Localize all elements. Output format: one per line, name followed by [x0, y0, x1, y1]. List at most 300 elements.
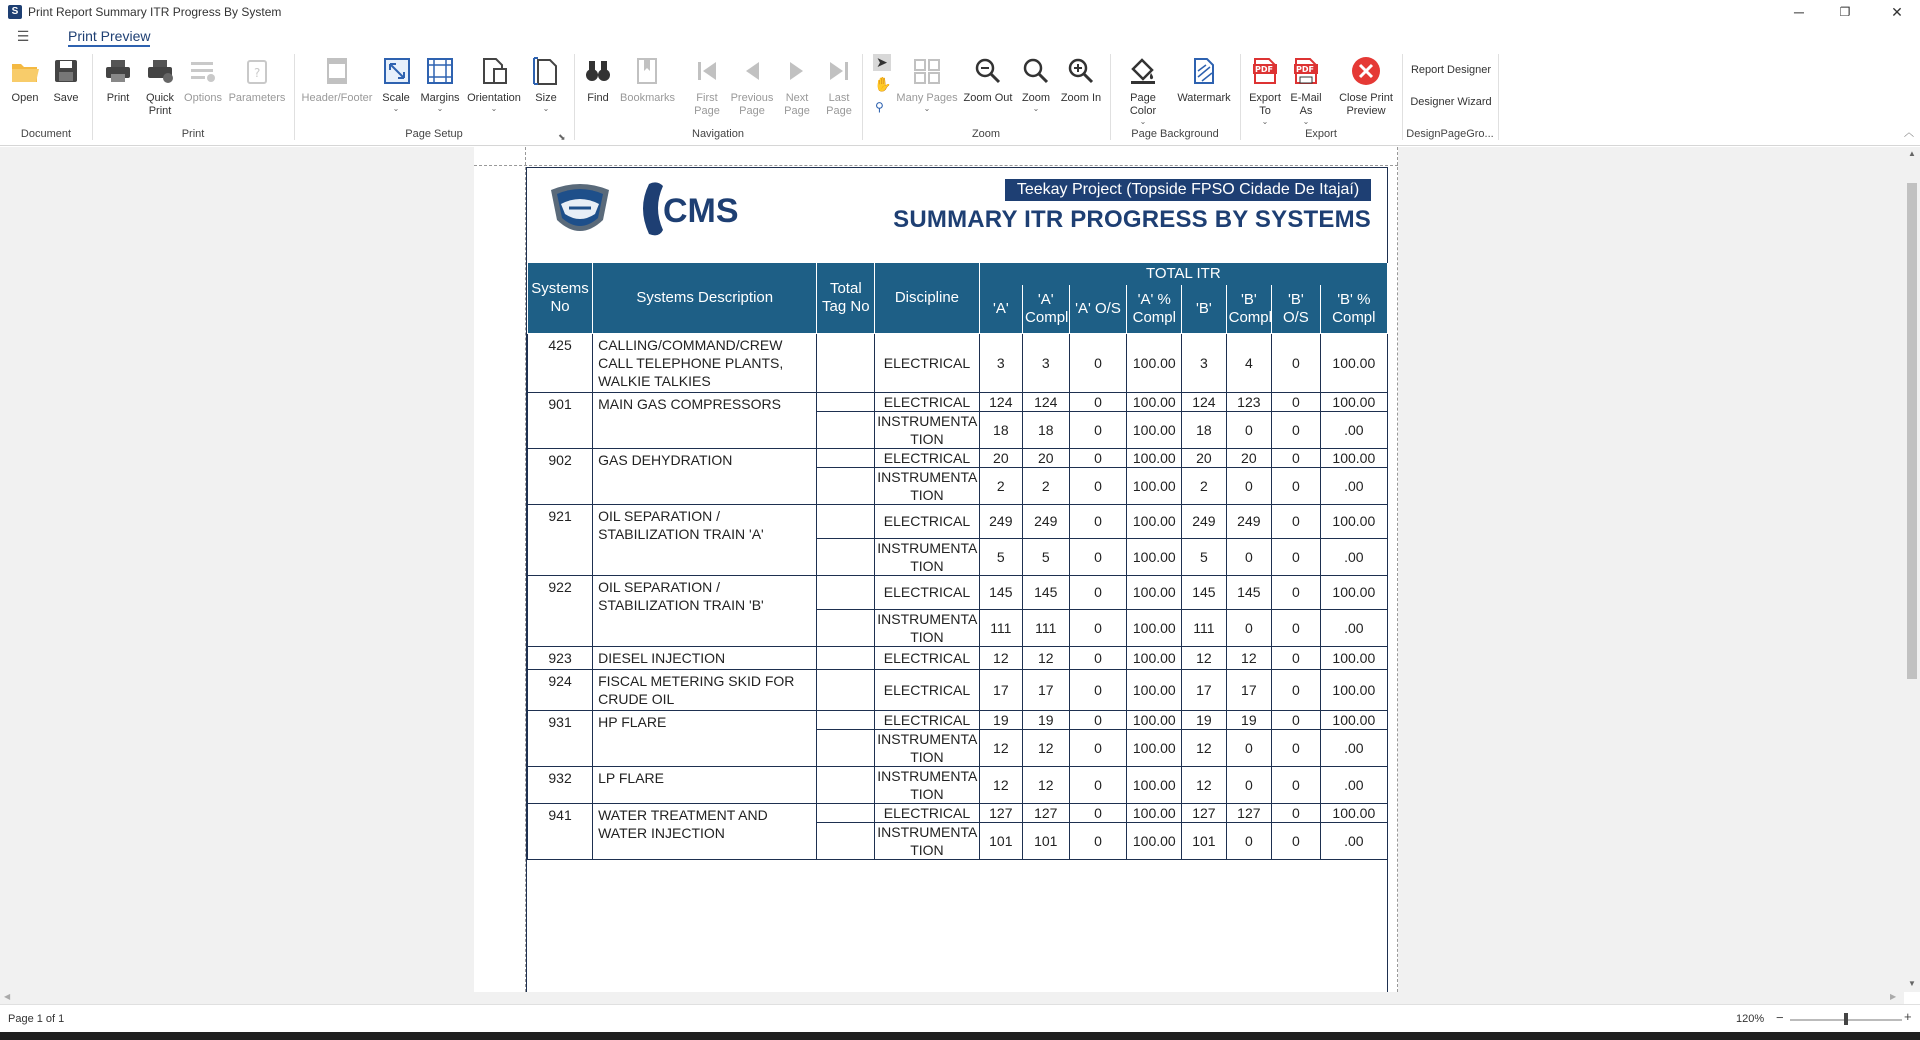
- a-compl-cell: 145: [1023, 575, 1070, 609]
- designer-wizard-button[interactable]: Designer Wizard: [1410, 96, 1492, 108]
- save-label: Save: [53, 92, 79, 104]
- a-compl-cell: 127: [1023, 803, 1070, 822]
- a-os-cell: 0: [1069, 609, 1127, 646]
- a-os-cell: 0: [1069, 669, 1127, 710]
- b-pct-cell: 100.00: [1320, 504, 1387, 538]
- table-row: [528, 646, 1388, 669]
- system-description-cell: FISCAL METERING SKID FOR CRUDE OIL: [593, 669, 817, 710]
- a-compl-cell: 2: [1023, 467, 1070, 504]
- tab-print-preview[interactable]: Print Preview: [68, 26, 150, 47]
- a-compl-cell: 101: [1023, 822, 1070, 859]
- system-no-cell: 922: [528, 575, 593, 646]
- system-description-cell: LP FLARE: [593, 766, 817, 803]
- floppy-disk-icon: [49, 54, 83, 88]
- discipline-cell: ELECTRICAL: [875, 504, 979, 538]
- b-compl-cell: 0: [1226, 822, 1271, 859]
- a-os-cell: 0: [1069, 467, 1127, 504]
- pdf-text: PDF: [1296, 65, 1314, 74]
- b-compl-cell: 20: [1226, 448, 1271, 467]
- a-compl-cell: 12: [1023, 646, 1070, 669]
- a-cell: 5: [979, 538, 1022, 575]
- pdf-text: PDF: [1255, 65, 1273, 74]
- scale-button[interactable]: [380, 54, 412, 113]
- b-compl-cell: 12: [1226, 646, 1271, 669]
- b-cell: 20: [1182, 448, 1226, 467]
- a-pct-cell: 100.00: [1127, 333, 1182, 392]
- total-tag-cell: [817, 646, 875, 669]
- next-page-button[interactable]: [780, 54, 814, 118]
- header-discipline: Discipline: [875, 263, 979, 333]
- b-pct-cell: 100.00: [1320, 575, 1387, 609]
- a-pct-cell: 100.00: [1127, 766, 1182, 803]
- b-os-cell: 0: [1272, 467, 1321, 504]
- b-pct-cell: .00: [1320, 467, 1387, 504]
- system-no-cell: 923: [528, 646, 593, 669]
- minimize-button[interactable]: ─: [1794, 4, 1804, 20]
- b-os-cell: 0: [1272, 392, 1321, 411]
- print-button[interactable]: [100, 54, 136, 105]
- scroll-up-icon[interactable]: ▲: [1908, 149, 1916, 158]
- last-page-button[interactable]: [822, 54, 856, 118]
- table-row: [528, 803, 1388, 822]
- a-os-cell: 0: [1069, 504, 1127, 538]
- system-description-cell: CALLING/COMMAND/CREW CALL TELEPHONE PLANTS, WALKIE TALKIES: [593, 333, 817, 392]
- zoom-plus-button[interactable]: +: [1904, 1009, 1912, 1024]
- b-compl-cell: 127: [1226, 803, 1271, 822]
- discipline-cell: ELECTRICAL: [875, 710, 979, 729]
- scroll-down-icon[interactable]: ▼: [1908, 979, 1916, 988]
- a-os-cell: 0: [1069, 392, 1127, 411]
- quick-print-label: Quick Print: [145, 92, 175, 117]
- bookmarks-button[interactable]: [620, 54, 674, 105]
- a-compl-cell: 20: [1023, 448, 1070, 467]
- a-compl-cell: 19: [1023, 710, 1070, 729]
- b-compl-cell: 17: [1226, 669, 1271, 710]
- b-os-cell: 0: [1272, 710, 1321, 729]
- b-pct-cell: .00: [1320, 766, 1387, 803]
- b-os-cell: 0: [1272, 504, 1321, 538]
- group-zoom-label: Zoom: [971, 128, 1001, 140]
- collapse-ribbon-icon[interactable]: ︿: [1904, 128, 1914, 139]
- b-cell: 101: [1182, 822, 1226, 859]
- group-page-background-label: Page Background: [1131, 128, 1219, 140]
- group-export-label: Export: [1305, 128, 1337, 140]
- total-tag-cell: [817, 333, 875, 392]
- scale-icon: [380, 54, 414, 88]
- b-pct-cell: .00: [1320, 729, 1387, 766]
- group-print-label: Print: [181, 128, 205, 140]
- magnifier-tool-icon[interactable]: ⚲: [875, 100, 884, 114]
- many-pages-button[interactable]: [896, 54, 958, 113]
- magnifier-icon: [1019, 54, 1053, 88]
- a-pct-cell: 100.00: [1127, 538, 1182, 575]
- total-tag-cell: [817, 411, 875, 448]
- ribbon: [0, 48, 1920, 146]
- close-print-preview-label: Close Print Preview: [1339, 92, 1393, 117]
- a-pct-cell: 100.00: [1127, 669, 1182, 710]
- discipline-cell: INSTRUMENTA TION: [875, 822, 979, 859]
- report-title: SUMMARY ITR PROGRESS BY SYSTEMS: [893, 206, 1371, 233]
- margins-icon: [423, 54, 457, 88]
- a-cell: 17: [979, 669, 1022, 710]
- system-description-cell: DIESEL INJECTION: [593, 646, 817, 669]
- b-pct-cell: .00: [1320, 822, 1387, 859]
- system-description-cell: OIL SEPARATION / STABILIZATION TRAIN 'A': [593, 504, 817, 575]
- close-window-button[interactable]: ✕: [1891, 4, 1903, 20]
- b-cell: 145: [1182, 575, 1226, 609]
- hand-tool-icon[interactable]: ✋: [874, 76, 892, 92]
- group-document-label: Document: [20, 128, 72, 140]
- discipline-cell: ELECTRICAL: [875, 646, 979, 669]
- save-button[interactable]: [48, 54, 84, 105]
- itr-summary-table: [527, 263, 1388, 860]
- b-cell: 124: [1182, 392, 1226, 411]
- taskbar: [0, 1032, 1920, 1040]
- a-pct-cell: 100.00: [1127, 575, 1182, 609]
- a-os-cell: 0: [1069, 538, 1127, 575]
- a-cell: 2: [979, 467, 1022, 504]
- options-icon: [186, 54, 220, 88]
- export-to-label: Export To: [1249, 92, 1281, 117]
- header-b-os: 'B' O/S: [1272, 285, 1321, 333]
- b-compl-cell: 0: [1226, 538, 1271, 575]
- quick-printer-icon: [143, 54, 177, 88]
- a-os-cell: 0: [1069, 575, 1127, 609]
- zoom-in-label: Zoom In: [1060, 92, 1102, 104]
- a-os-cell: 0: [1069, 729, 1127, 766]
- app-icon: S: [8, 5, 22, 19]
- system-no-cell: 425: [528, 333, 593, 392]
- discipline-cell: INSTRUMENTA TION: [875, 467, 979, 504]
- parameters-icon: [240, 54, 274, 88]
- a-compl-cell: 5: [1023, 538, 1070, 575]
- a-cell: 3: [979, 333, 1022, 392]
- header-a-pct-compl: 'A' % Compl: [1127, 285, 1182, 333]
- total-tag-cell: [817, 609, 875, 646]
- b-cell: 12: [1182, 646, 1226, 669]
- total-tag-cell: [817, 710, 875, 729]
- scale-label: Scale: [382, 92, 410, 104]
- b-cell: 127: [1182, 803, 1226, 822]
- zoom-in-button[interactable]: [1058, 54, 1104, 105]
- b-pct-cell: 100.00: [1320, 669, 1387, 710]
- find-button[interactable]: [580, 54, 616, 105]
- page-color-button[interactable]: [1116, 54, 1170, 126]
- table-row: [528, 392, 1388, 411]
- discipline-cell: INSTRUMENTA TION: [875, 411, 979, 448]
- system-no-cell: 924: [528, 669, 593, 710]
- a-os-cell: 0: [1069, 448, 1127, 467]
- open-label: Open: [11, 92, 39, 104]
- b-os-cell: 0: [1272, 669, 1321, 710]
- find-label: Find: [587, 92, 609, 104]
- b-compl-cell: 249: [1226, 504, 1271, 538]
- b-os-cell: 0: [1272, 609, 1321, 646]
- page-color-label: Page Color: [1129, 92, 1157, 117]
- system-description-cell: WATER TREATMENT AND WATER INJECTION: [593, 803, 817, 859]
- discipline-cell: INSTRUMENTA TION: [875, 766, 979, 803]
- zoom-level[interactable]: 120%: [1736, 1013, 1765, 1025]
- b-cell: 249: [1182, 504, 1226, 538]
- b-pct-cell: 100.00: [1320, 803, 1387, 822]
- a-os-cell: 0: [1069, 803, 1127, 822]
- total-tag-cell: [817, 822, 875, 859]
- paint-bucket-icon: [1126, 54, 1160, 88]
- system-no-cell: 901: [528, 392, 593, 448]
- previous-page-button[interactable]: [728, 54, 776, 118]
- a-cell: 20: [979, 448, 1022, 467]
- table-row: [528, 575, 1388, 609]
- a-cell: 12: [979, 766, 1022, 803]
- discipline-cell: ELECTRICAL: [875, 448, 979, 467]
- close-print-preview-button[interactable]: [1336, 54, 1396, 118]
- pointer-tool-icon[interactable]: ➤: [873, 54, 891, 71]
- total-tag-cell: [817, 729, 875, 766]
- many-pages-icon: [910, 54, 944, 88]
- b-pct-cell: .00: [1320, 538, 1387, 575]
- a-cell: 19: [979, 710, 1022, 729]
- a-cell: 127: [979, 803, 1022, 822]
- zoom-minus-button[interactable]: −: [1776, 1010, 1784, 1025]
- b-os-cell: 0: [1272, 538, 1321, 575]
- page-indicator: Page 1 of 1: [8, 1013, 65, 1025]
- total-tag-cell: [817, 448, 875, 467]
- table-row: [528, 766, 1388, 803]
- cms-logo: [635, 178, 739, 240]
- printer-icon: [101, 54, 135, 88]
- b-compl-cell: 0: [1226, 411, 1271, 448]
- vertical-scrollbar[interactable]: [1904, 147, 1920, 992]
- b-cell: 2: [1182, 467, 1226, 504]
- discipline-cell: INSTRUMENTA TION: [875, 729, 979, 766]
- header-total-itr: TOTAL ITR: [979, 263, 1387, 285]
- email-as-label: E-Mail As: [1290, 92, 1322, 117]
- header-systems-no: Systems No: [528, 263, 593, 333]
- discipline-cell: ELECTRICAL: [875, 333, 979, 392]
- parameters-label: Parameters: [228, 92, 286, 104]
- b-os-cell: 0: [1272, 411, 1321, 448]
- b-os-cell: 0: [1272, 646, 1321, 669]
- total-tag-cell: [817, 669, 875, 710]
- table-row: [528, 710, 1388, 729]
- table-row: [528, 669, 1388, 710]
- horizontal-scrollbar[interactable]: [0, 992, 1904, 1004]
- first-page-button[interactable]: [690, 54, 724, 118]
- scroll-right-icon[interactable]: ▶: [1890, 992, 1897, 1001]
- orientation-icon: [477, 54, 511, 88]
- quick-print-button[interactable]: [140, 54, 180, 118]
- status-bar: [0, 1004, 1920, 1032]
- a-cell: 101: [979, 822, 1022, 859]
- b-compl-cell: 123: [1226, 392, 1271, 411]
- orientation-button[interactable]: [466, 54, 522, 113]
- zoom-button[interactable]: [1018, 54, 1054, 113]
- margins-button[interactable]: [418, 54, 462, 113]
- discipline-cell: ELECTRICAL: [875, 392, 979, 411]
- total-tag-cell: [817, 392, 875, 411]
- watermark-label: Watermark: [1177, 92, 1231, 104]
- a-compl-cell: 3: [1023, 333, 1070, 392]
- a-os-cell: 0: [1069, 646, 1127, 669]
- a-cell: 124: [979, 392, 1022, 411]
- a-pct-cell: 100.00: [1127, 392, 1182, 411]
- chevron-down-icon: ⌄: [923, 104, 931, 113]
- b-pct-cell: 100.00: [1320, 646, 1387, 669]
- chevron-down-icon: ⌄: [1302, 117, 1310, 126]
- b-cell: 19: [1182, 710, 1226, 729]
- b-pct-cell: .00: [1320, 609, 1387, 646]
- a-os-cell: 0: [1069, 822, 1127, 859]
- chevron-down-icon: ⌄: [436, 104, 444, 113]
- shield-logo-icon: [543, 180, 617, 240]
- title-bar: [0, 0, 1920, 24]
- discipline-cell: ELECTRICAL: [875, 669, 979, 710]
- discipline-cell: ELECTRICAL: [875, 803, 979, 822]
- a-pct-cell: 100.00: [1127, 729, 1182, 766]
- pdf-export-icon: [1248, 54, 1282, 88]
- open-button[interactable]: [8, 54, 42, 105]
- chevron-down-icon: ⌄: [490, 104, 498, 113]
- window-title: Print Report Summary ITR Progress By System: [28, 5, 282, 19]
- b-cell: 17: [1182, 669, 1226, 710]
- zoom-out-label: Zoom Out: [963, 92, 1013, 104]
- system-no-cell: 931: [528, 710, 593, 766]
- a-os-cell: 0: [1069, 333, 1127, 392]
- report-designer-button[interactable]: Report Designer: [1410, 64, 1492, 76]
- a-pct-cell: 100.00: [1127, 609, 1182, 646]
- a-compl-cell: 12: [1023, 766, 1070, 803]
- a-compl-cell: 124: [1023, 392, 1070, 411]
- email-as-button[interactable]: [1288, 54, 1324, 126]
- last-page-icon: [822, 54, 856, 88]
- header-a-compl: 'A' Compl: [1023, 285, 1070, 333]
- bookmarks-label: Bookmarks: [620, 92, 676, 104]
- project-name: Teekay Project (Topside FPSO Cidade De Itajaí): [1005, 179, 1371, 201]
- a-cell: 18: [979, 411, 1022, 448]
- header-footer-icon: [320, 54, 354, 88]
- chevron-down-icon: ⌄: [542, 104, 550, 113]
- a-cell: 145: [979, 575, 1022, 609]
- b-pct-cell: 100.00: [1320, 448, 1387, 467]
- chevron-down-icon: ⌄: [1139, 117, 1147, 126]
- a-cell: 249: [979, 504, 1022, 538]
- parameters-button[interactable]: [226, 54, 288, 105]
- zoom-slider-thumb[interactable]: [1844, 1013, 1848, 1025]
- a-os-cell: 0: [1069, 411, 1127, 448]
- b-cell: 12: [1182, 766, 1226, 803]
- restore-button[interactable]: ❐: [1839, 5, 1851, 19]
- size-button[interactable]: [528, 54, 564, 113]
- zoom-out-button[interactable]: [962, 54, 1014, 105]
- b-compl-cell: 19: [1226, 710, 1271, 729]
- header-footer-button[interactable]: [300, 54, 374, 105]
- b-compl-cell: 4: [1226, 333, 1271, 392]
- margins-label: Margins: [420, 92, 460, 104]
- a-compl-cell: 17: [1023, 669, 1070, 710]
- b-cell: 18: [1182, 411, 1226, 448]
- scroll-thumb[interactable]: [1907, 183, 1917, 679]
- b-os-cell: 0: [1272, 729, 1321, 766]
- b-os-cell: 0: [1272, 575, 1321, 609]
- a-pct-cell: 100.00: [1127, 803, 1182, 822]
- b-cell: 12: [1182, 729, 1226, 766]
- page-setup-dialog-launcher-icon[interactable]: ⬊: [558, 132, 566, 142]
- options-button[interactable]: [182, 54, 224, 105]
- total-tag-cell: [817, 538, 875, 575]
- previous-page-icon: [735, 54, 769, 88]
- group-design-label: DesignPageGro...: [1406, 128, 1494, 140]
- b-compl-cell: 0: [1226, 766, 1271, 803]
- table-body: [528, 333, 1388, 859]
- cms-logo-text: CMS: [663, 192, 739, 230]
- a-os-cell: 0: [1069, 710, 1127, 729]
- folder-icon: [8, 54, 42, 88]
- a-compl-cell: 18: [1023, 411, 1070, 448]
- header-b: 'B': [1182, 285, 1226, 333]
- chevron-down-icon: ⌄: [1261, 117, 1269, 126]
- a-cell: 111: [979, 609, 1022, 646]
- watermark-button[interactable]: [1174, 54, 1234, 105]
- print-label: Print: [106, 92, 130, 104]
- orientation-label: Orientation: [467, 92, 521, 104]
- group-navigation-label: Navigation: [692, 128, 744, 140]
- first-page-icon: [690, 54, 724, 88]
- system-no-cell: 941: [528, 803, 593, 859]
- table-row: [528, 504, 1388, 538]
- a-compl-cell: 12: [1023, 729, 1070, 766]
- report-page: [474, 147, 1398, 992]
- ribbon-tab-row: [0, 24, 1920, 48]
- system-no-cell: 932: [528, 766, 593, 803]
- quick-menu-icon[interactable]: ☰: [16, 27, 30, 44]
- system-no-cell: 921: [528, 504, 593, 575]
- a-pct-cell: 100.00: [1127, 504, 1182, 538]
- b-compl-cell: 0: [1226, 467, 1271, 504]
- header-systems-description: Systems Description: [593, 263, 817, 333]
- b-os-cell: 0: [1272, 333, 1321, 392]
- b-cell: 5: [1182, 538, 1226, 575]
- discipline-cell: INSTRUMENTA TION: [875, 609, 979, 646]
- total-tag-cell: [817, 504, 875, 538]
- pdf-email-icon: [1289, 54, 1323, 88]
- b-pct-cell: .00: [1320, 411, 1387, 448]
- total-tag-cell: [817, 575, 875, 609]
- a-pct-cell: 100.00: [1127, 411, 1182, 448]
- binoculars-icon: [581, 54, 615, 88]
- many-pages-label: Many Pages: [896, 92, 958, 104]
- b-pct-cell: 100.00: [1320, 710, 1387, 729]
- preview-area[interactable]: [0, 147, 1904, 992]
- close-circle-icon: [1349, 54, 1383, 88]
- header-b-pct-compl: 'B' % Compl: [1320, 285, 1387, 333]
- a-pct-cell: 100.00: [1127, 646, 1182, 669]
- b-cell: 111: [1182, 609, 1226, 646]
- system-no-cell: 902: [528, 448, 593, 504]
- system-description-cell: GAS DEHYDRATION: [593, 448, 817, 504]
- export-to-button[interactable]: [1246, 54, 1284, 126]
- scroll-left-icon[interactable]: ◀: [4, 992, 11, 1001]
- a-pct-cell: 100.00: [1127, 710, 1182, 729]
- system-description-cell: MAIN GAS COMPRESSORS: [593, 392, 817, 448]
- table-row: [528, 448, 1388, 467]
- table-row: [528, 333, 1388, 392]
- a-pct-cell: 100.00: [1127, 467, 1182, 504]
- b-os-cell: 0: [1272, 822, 1321, 859]
- next-page-icon: [780, 54, 814, 88]
- system-description-cell: HP FLARE: [593, 710, 817, 766]
- b-compl-cell: 0: [1226, 609, 1271, 646]
- chevron-down-icon: ⌄: [1032, 104, 1040, 113]
